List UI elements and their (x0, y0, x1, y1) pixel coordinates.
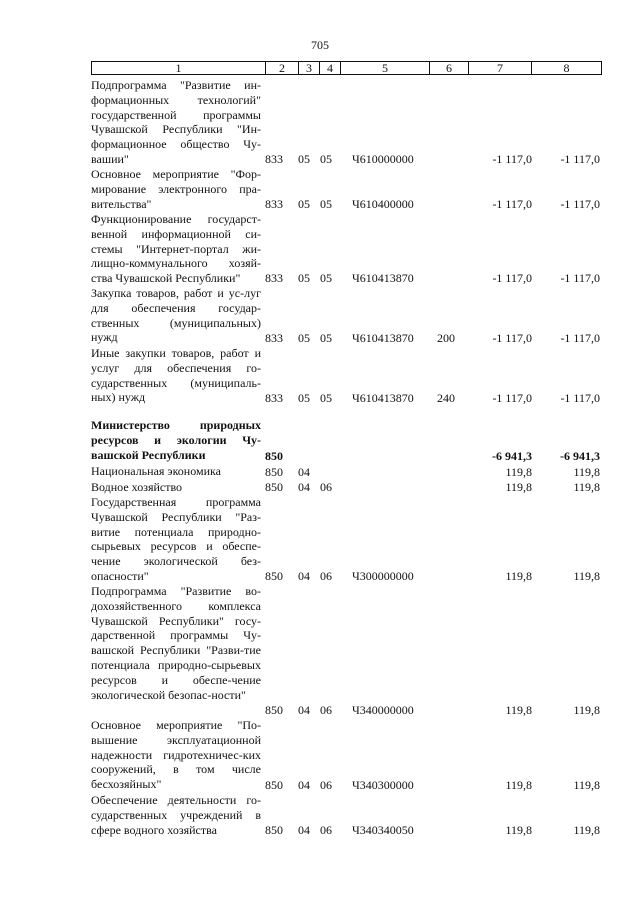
row-description: Подпрограмма "Развитие ин-формационных технологий" государственной программы Чувашской Республики "Ин-формационное общество Чу-вашии" (91, 78, 261, 166)
cell-target: Ч340300000 (352, 778, 414, 793)
row-description: Подпрограмма "Развитие во-дохозяйственного комплекса Чувашской Республики" госу-дарственной программы Чу-вашской Республики "Разви-тие потенциала природно-сырьевых ресурсов и обеспе-чение экологической безопас-ности" (91, 584, 261, 702)
cell-amount-1: 119,8 (505, 823, 532, 838)
table-row (91, 78, 602, 167)
cell-expense-type: 240 (437, 391, 455, 406)
cell-subsection: 06 (320, 823, 332, 838)
header-col-1: 1 (175, 61, 182, 75)
row-description: Обеспечение деятельности го-сударственных учреждений в сфере водного хозяйства (91, 793, 261, 837)
row-description: Основное мероприятие "По-вышение эксплуатационной надежности гидротехничес-ких сооружений, в том числе бесхозяйных" (91, 718, 261, 792)
header-col-4: 4 (319, 62, 340, 74)
row-description: Национальная экономика (91, 464, 221, 478)
cell-amount-1: -1 117,0 (492, 331, 532, 346)
cell-section: 04 (298, 778, 310, 793)
cell-section: 04 (298, 703, 310, 718)
cell-section: 05 (298, 152, 310, 167)
cell-code: 833 (265, 197, 283, 212)
cell-amount-1: 119,8 (505, 778, 532, 793)
cell-amount-2: -1 117,0 (560, 271, 600, 286)
cell-target: Ч610000000 (352, 152, 414, 167)
cell-section: 05 (298, 391, 310, 406)
cell-subsection: 05 (320, 197, 332, 212)
cell-code: 850 (265, 569, 283, 584)
table-row-ministry (91, 418, 602, 464)
cell-subsection: 06 (320, 569, 332, 584)
table-row (91, 286, 602, 346)
header-col-3: 3 (298, 62, 319, 74)
cell-code: 850 (265, 703, 283, 718)
cell-code: 850 (265, 778, 283, 793)
cell-amount-1: 119,8 (505, 480, 532, 495)
page-number: 705 (311, 38, 329, 52)
cell-amount-2: 119,8 (573, 823, 600, 838)
header-col-6: 6 (429, 62, 468, 74)
table-header (91, 61, 602, 75)
cell-subsection: 05 (320, 152, 332, 167)
row-description: Функционирование государст-венной информационной си-стемы "Интернет-портал жи-лищно-коммунального хозяй-ства Чувашской Республики" (91, 212, 261, 286)
cell-amount-2: 119,8 (573, 465, 600, 480)
cell-section: 04 (298, 465, 310, 480)
cell-section: 04 (298, 480, 310, 495)
cell-amount-2: -1 117,0 (560, 331, 600, 346)
cell-amount-1: -1 117,0 (492, 152, 532, 167)
cell-section: 04 (298, 823, 310, 838)
cell-code: 833 (265, 152, 283, 167)
header-col-8: 8 (531, 62, 601, 74)
cell-section: 05 (298, 197, 310, 212)
cell-amount-1: 119,8 (505, 703, 532, 718)
cell-amount-2: 119,8 (573, 569, 600, 584)
cell-amount-1: 119,8 (505, 569, 532, 584)
table-row (91, 346, 602, 406)
cell-subsection: 06 (320, 703, 332, 718)
table-row (91, 480, 602, 495)
table-row (91, 718, 602, 793)
cell-subsection: 06 (320, 778, 332, 793)
table-row (91, 793, 602, 838)
cell-section: 04 (298, 569, 310, 584)
table-row (91, 584, 602, 718)
cell-amount-1: -1 117,0 (492, 391, 532, 406)
row-description: Иные закупки товаров, работ и услуг для обеспечения го-сударственных (муниципаль-ных) нужд (91, 346, 261, 405)
row-description: Государственная программа Чувашской Республики "Раз-витие потенциала природно-сырьевых ресурсов и обеспе-чение экологической без-опасности" (91, 495, 261, 583)
cell-target: Ч340000000 (352, 703, 414, 718)
cell-code: 850 (265, 823, 283, 838)
cell-amount-1: -1 117,0 (492, 197, 532, 212)
cell-subsection: 06 (320, 480, 332, 495)
cell-target: Ч610400000 (352, 197, 414, 212)
cell-code: 850 (265, 480, 283, 495)
cell-target: Ч340340050 (352, 823, 414, 838)
header-col-2: 2 (265, 62, 298, 74)
row-description: Основное мероприятие "Фор-мирование электронного пра-вительства" (91, 167, 261, 211)
cell-amount-2: 119,8 (573, 480, 600, 495)
cell-target: Ч610413870 (352, 331, 414, 346)
header-col-7: 7 (468, 62, 531, 74)
cell-code: 833 (265, 271, 283, 286)
cell-target: Ч610413870 (352, 271, 414, 286)
cell-amount-2: -6 941,3 (560, 449, 600, 464)
cell-amount-1: -1 117,0 (492, 271, 532, 286)
cell-amount-2: -1 117,0 (560, 197, 600, 212)
row-description: Водное хозяйство (91, 480, 183, 494)
cell-amount-2: -1 117,0 (560, 152, 600, 167)
cell-code: 850 (265, 465, 283, 480)
cell-section: 05 (298, 271, 310, 286)
row-description: Закупка товаров, работ и ус-луг для обеспечения государ-ственных (муниципальных) нужд (91, 286, 261, 345)
cell-section: 05 (298, 331, 310, 346)
cell-amount-2: 119,8 (573, 703, 600, 718)
cell-expense-type: 200 (437, 331, 455, 346)
header-col-5: 5 (340, 62, 429, 74)
cell-amount-2: -1 117,0 (560, 391, 600, 406)
cell-code: 850 (265, 449, 283, 464)
cell-amount-1: 119,8 (505, 465, 532, 480)
cell-code: 833 (265, 331, 283, 346)
row-description: Министерство природных ресурсов и экологии Чу-вашской Республики (91, 418, 261, 462)
table-row (91, 495, 602, 584)
cell-amount-2: 119,8 (573, 778, 600, 793)
table-row (91, 212, 602, 286)
cell-target: Ч300000000 (352, 569, 414, 584)
table-row (91, 167, 602, 212)
cell-code: 833 (265, 391, 283, 406)
cell-amount-1: -6 941,3 (492, 449, 532, 464)
cell-subsection: 05 (320, 271, 332, 286)
cell-subsection: 05 (320, 331, 332, 346)
cell-target: Ч610413870 (352, 391, 414, 406)
table-row (91, 464, 602, 480)
cell-subsection: 05 (320, 391, 332, 406)
